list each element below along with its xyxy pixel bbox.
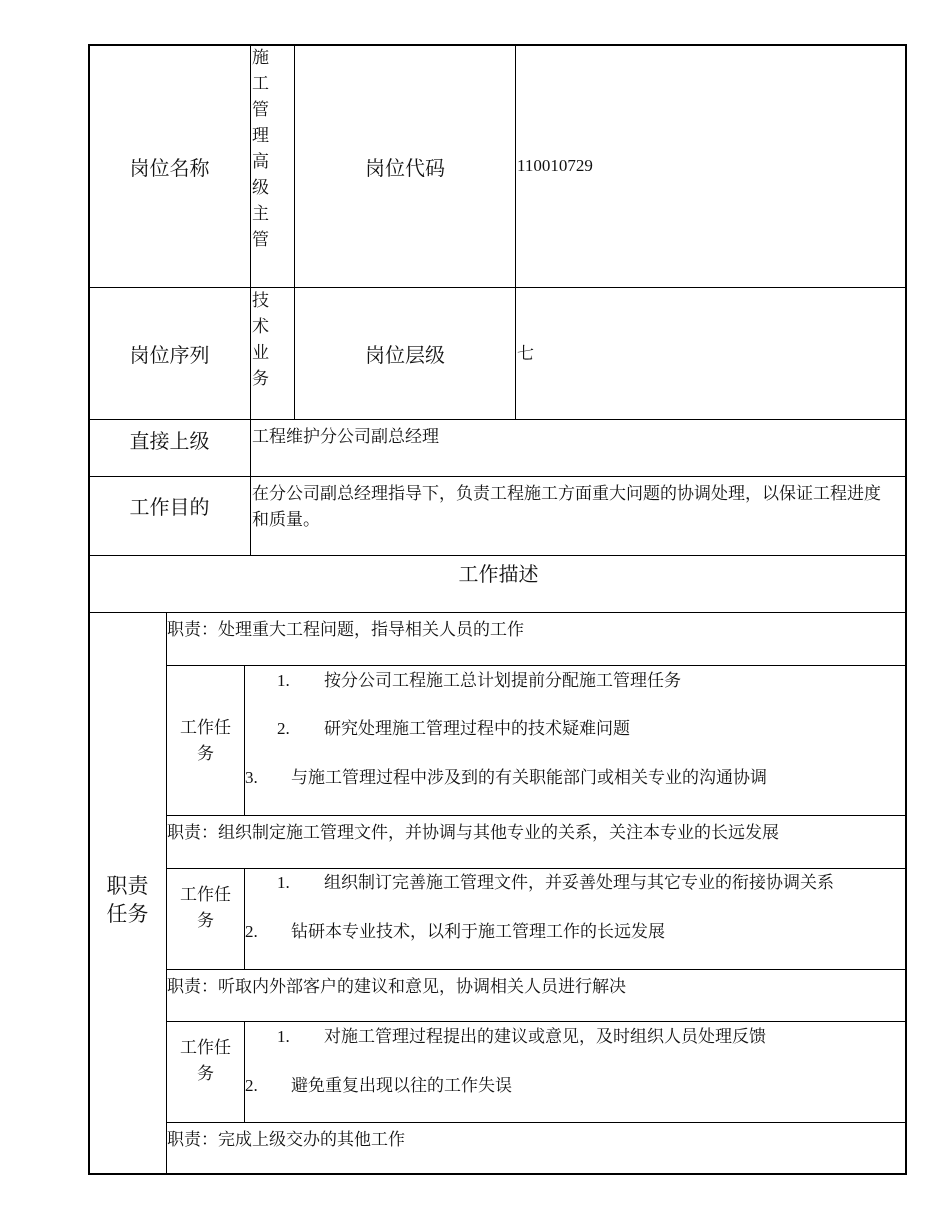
responsibility-1: 职责：处理重大工程问题，指导相关人员的工作 xyxy=(166,612,907,666)
purpose-label: 工作目的 xyxy=(88,476,251,556)
task-item: 2. 研究处理施工管理过程中的技术疑难问题 xyxy=(277,719,630,738)
task-label-2: 工作任务 xyxy=(166,868,245,970)
post-series-value-cell xyxy=(250,287,295,420)
post-name-value: 施工管理高级主管 xyxy=(252,48,269,249)
supervisor-label: 直接上级 xyxy=(88,419,251,477)
responsibility-4: 职责：完成上级交办的其他工作 xyxy=(166,1122,907,1175)
post-name-label: 岗位名称 xyxy=(88,44,251,288)
responsibility-3: 职责：听取内外部客户的建议和意见，协调相关人员进行解决 xyxy=(166,969,907,1022)
task-label-1: 工作任务 xyxy=(166,665,245,816)
responsibility-2: 职责：组织制定施工管理文件，并协调与其他专业的关系，关注本专业的长远发展 xyxy=(166,815,907,869)
post-level-label: 岗位层级 xyxy=(294,287,516,420)
post-code-label: 岗位代码 xyxy=(294,44,516,288)
purpose-value: 在分公司副总经理指导下，负责工程施工方面重大问题的协调处理，以保证工程进度和质量。 xyxy=(250,476,907,556)
post-series-label: 岗位序列 xyxy=(88,287,251,420)
task-label-3: 工作任务 xyxy=(166,1021,245,1123)
task-item: 3. 与施工管理过程中涉及到的有关职能部门或相关专业的沟通协调 xyxy=(245,768,767,787)
post-level-value: 七 xyxy=(515,287,907,420)
task-item: 2. 钻研本专业技术，以利于施工管理工作的长远发展 xyxy=(245,922,665,941)
description-header: 工作描述 xyxy=(88,555,907,613)
post-name-value-cell xyxy=(250,44,295,288)
post-code-value: 110010729 xyxy=(515,44,907,288)
task-item: 1. 组织制订完善施工管理文件，并妥善处理与其它专业的衔接协调关系 xyxy=(277,873,834,892)
duties-label-cell xyxy=(88,612,167,1175)
task-item: 2. 避免重复出现以往的工作失误 xyxy=(245,1076,512,1095)
post-series-value: 技术业务 xyxy=(252,291,269,388)
task-item: 1. 对施工管理过程提出的建议或意见，及时组织人员处理反馈 xyxy=(277,1027,766,1046)
duties-label: 职责任务 xyxy=(106,873,149,926)
supervisor-value: 工程维护分公司副总经理 xyxy=(250,419,907,477)
task-item: 1. 按分公司工程施工总计划提前分配施工管理任务 xyxy=(277,671,681,690)
